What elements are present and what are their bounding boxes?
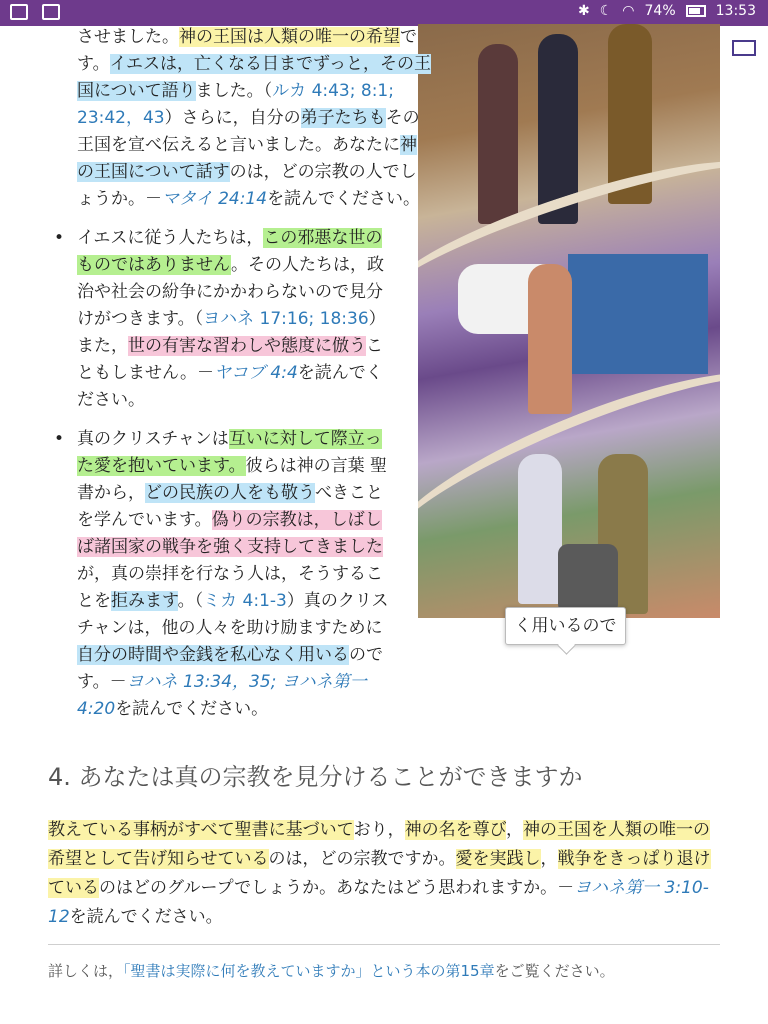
text-segment: を読んでください。	[77, 363, 383, 410]
highlighted-text: イエスは，亡くなる日までずっと，その王国について語り	[77, 54, 431, 101]
highlighted-text: 教えている事柄がすべて聖書に基づいて	[48, 820, 354, 840]
footer-prefix: 詳しくは，	[48, 962, 124, 980]
scripture-reference-link[interactable]: ヨハネ 13:34，35; ヨハネ第一 4:20	[77, 672, 367, 719]
text-segment: ）真のクリスチャンは，他の人々を助け励ますために	[77, 591, 389, 638]
highlighted-text: 神の名を尊び	[404, 820, 506, 840]
battery-percent: 74%	[644, 3, 676, 19]
list-item	[48, 225, 395, 414]
highlighted-text: この邪悪な世のものではありません	[77, 228, 383, 275]
scripture-link[interactable]: ルカ 4:43; 8:1; 23:42，43	[77, 81, 394, 128]
scripture-reference-link[interactable]: ヤコブ 4:4	[214, 363, 298, 383]
footer-suffix: をご覧ください。	[494, 962, 615, 980]
text-segment: のです。－	[77, 645, 383, 692]
section-heading: 4. あなたは真の宗教を見分けることができますか	[48, 763, 583, 791]
scripture-reference-link[interactable]: マタイ 24:14	[162, 189, 268, 209]
text-segment: のは，どの宗教ですか。	[268, 849, 456, 869]
highlighted-text: 戦争をきっぱり退けている	[48, 849, 711, 898]
highlighted-text: 拒みます	[111, 591, 178, 611]
text-segment: こともしません。－	[77, 336, 383, 383]
highlighted-text: 神の王国を人類の唯一の希望として告げ知らせている	[48, 820, 710, 869]
scripture-reference-link[interactable]: ヨハネ第一 3:10-12	[48, 878, 709, 927]
highlighted-text: 自分の時間や金銭を私心なく用いる	[77, 645, 349, 665]
text-segment: 。その人たちは，政治や社会の紛争にかかわらないので見分けがつきます。（	[77, 255, 385, 329]
highlighted-text: どの民族の人をも敬う	[145, 483, 315, 503]
text-segment: ）さらに，自分の	[164, 108, 301, 128]
text-segment: のは，どの宗教の人でしょうか。－	[77, 162, 417, 209]
text-segment: のはどのグループでしょうか。あなたはどう思われますか。－	[99, 878, 575, 898]
text-segment: 真のクリスチャンは	[77, 429, 229, 449]
text-segment: おり，	[353, 820, 405, 840]
section-body	[48, 816, 720, 932]
text-segment: 。（	[177, 591, 204, 611]
highlighted-text: 神の王国は人類の唯一の希望	[179, 27, 400, 47]
text-segment: ，	[506, 820, 523, 840]
highlighted-text: 神の王国について話す	[77, 135, 417, 182]
text-segment: させました。	[77, 27, 179, 47]
text-segment: その王国を宣べ伝えると言いました。あなたに	[77, 108, 420, 155]
highlighted-text: 弟子たちも	[300, 108, 386, 128]
scripture-link[interactable]: ミカ 4:1-3	[203, 591, 287, 611]
bookmark-icon[interactable]	[732, 40, 756, 56]
text-segment: ました。（	[195, 81, 273, 101]
text-segment: べきことを学んでいます。	[77, 483, 383, 530]
text-segment: です。	[77, 27, 417, 74]
text-segment: を読んでください。	[69, 907, 223, 927]
highlighted-text: 偽りの宗教は，しばしば諸国家の戦争を強く支持してきました	[77, 510, 383, 557]
text-segment: を読んでください。	[267, 189, 421, 209]
document-notification-icon	[42, 4, 60, 20]
text-segment: ，	[540, 849, 558, 869]
text-segment: を読んでください。	[115, 699, 269, 719]
scripture-link[interactable]: ヨハネ 17:16; 18:36	[203, 309, 369, 329]
battery-icon	[686, 5, 706, 17]
highlighted-text: 愛を実践し	[455, 849, 541, 869]
gallery-notification-icon	[10, 4, 28, 20]
book-link[interactable]: 「聖書は実際に何を教えていますか」という本の第15章	[123, 962, 495, 980]
clock: 13:53	[715, 3, 756, 19]
list-item	[48, 426, 395, 723]
do-not-disturb-icon: ☾	[599, 3, 613, 19]
selection-tooltip[interactable]: く用いるので	[505, 607, 626, 645]
bluetooth-icon: ✱	[578, 3, 590, 19]
paragraph	[48, 24, 432, 213]
text-segment: が，真の崇拝を行なう人は，そうすることを	[77, 564, 383, 611]
text-segment: ）また，	[77, 309, 386, 356]
text-segment: イエスに従う人たちは，	[77, 228, 264, 248]
status-bar	[0, 0, 768, 26]
highlighted-text: 世の有害な習わしや態度に倣う	[128, 336, 366, 356]
bullet-list	[48, 225, 720, 723]
highlighted-text: 互いに対して際立った愛を抱いています。	[77, 429, 382, 476]
text-segment: 彼らは神の言葉 聖書から，	[77, 456, 388, 503]
footer-note	[48, 960, 615, 981]
divider	[48, 944, 720, 945]
wifi-icon: ◠	[622, 3, 635, 19]
